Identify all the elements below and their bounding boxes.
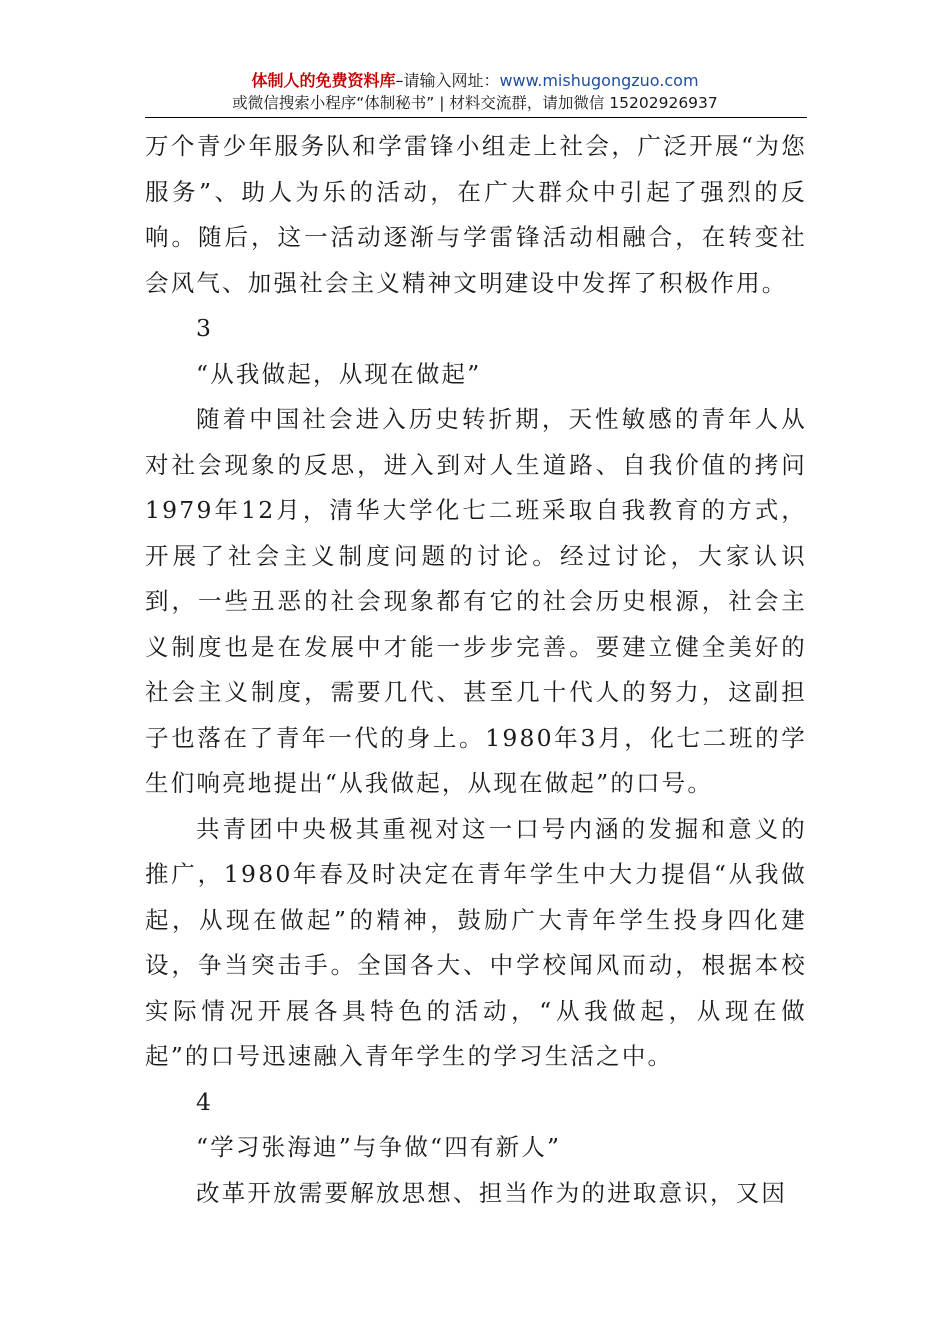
header-line-1 bbox=[145, 70, 805, 92]
page-header bbox=[145, 70, 805, 114]
section-4-title: “学习张海迪”与争做“四有新人” bbox=[196, 1133, 562, 1161]
section-4-number: 4 bbox=[196, 1087, 214, 1116]
paragraph-continued: 万个青少年服务队和学雷锋小组走上社会，广泛开展“为您服务”、助人为乐的活动，在广大群众中引起了强烈的反响。随后，这一活动逐渐与学雷锋活动相融合，在转变社会风气、加强社会主义精神文明建设中发挥了积极作用。 bbox=[145, 132, 807, 297]
header-line-2: 或微信搜索小程序“体制秘书” | 材料交流群，请加微信 15202926937 bbox=[232, 94, 718, 112]
header-brand: 体制人的免费资料库 bbox=[251, 71, 396, 90]
section-4-paragraph-1: 改革开放需要解放思想、担当作为的进取意识，又因 bbox=[196, 1178, 788, 1207]
header-prompt: –请输入网址： bbox=[395, 71, 500, 90]
section-3-paragraph-2: 共青团中央极其重视对这一口号内涵的发掘和意义的推广，1980年春及时决定在青年学生中大力提倡“从我做起，从现在做起”的精神，鼓励广大青年学生投身四化建设，争当突击手。全国各大、中学校闻风而动，根据本校实际情况开展各具特色的活动，“从我做起，从现在做起”的口号迅速融入青年学生的学习生活之中。 bbox=[145, 814, 807, 1070]
header-url-link[interactable]: www.mishugongzuo.com bbox=[499, 71, 699, 90]
document-body bbox=[145, 124, 807, 1216]
section-3-paragraph-1: 随着中国社会进入历史转折期，天性敏感的青年人从对社会现象的反思，进入到对人生道路、自我价值的拷问1979年12月，清华大学化七二班采取自我教育的方式，开展了社会主义制度问题的讨论。经过讨论，大家认识到，一些丑恶的社会现象都有它的社会历史根源，社会主义制度也是在发展中才能一步步完善。要建立健全美好的社会主义制度，需要几代、甚至几十代人的努力，这副担子也落在了青年一代的身上。1980年3月，化七二班的学生们响亮地提出“从我做起，从现在做起”的口号。 bbox=[145, 405, 807, 797]
section-3-title: “从我做起，从现在做起” bbox=[196, 359, 482, 388]
section-3-number: 3 bbox=[196, 314, 214, 342]
header-divider bbox=[145, 117, 807, 118]
